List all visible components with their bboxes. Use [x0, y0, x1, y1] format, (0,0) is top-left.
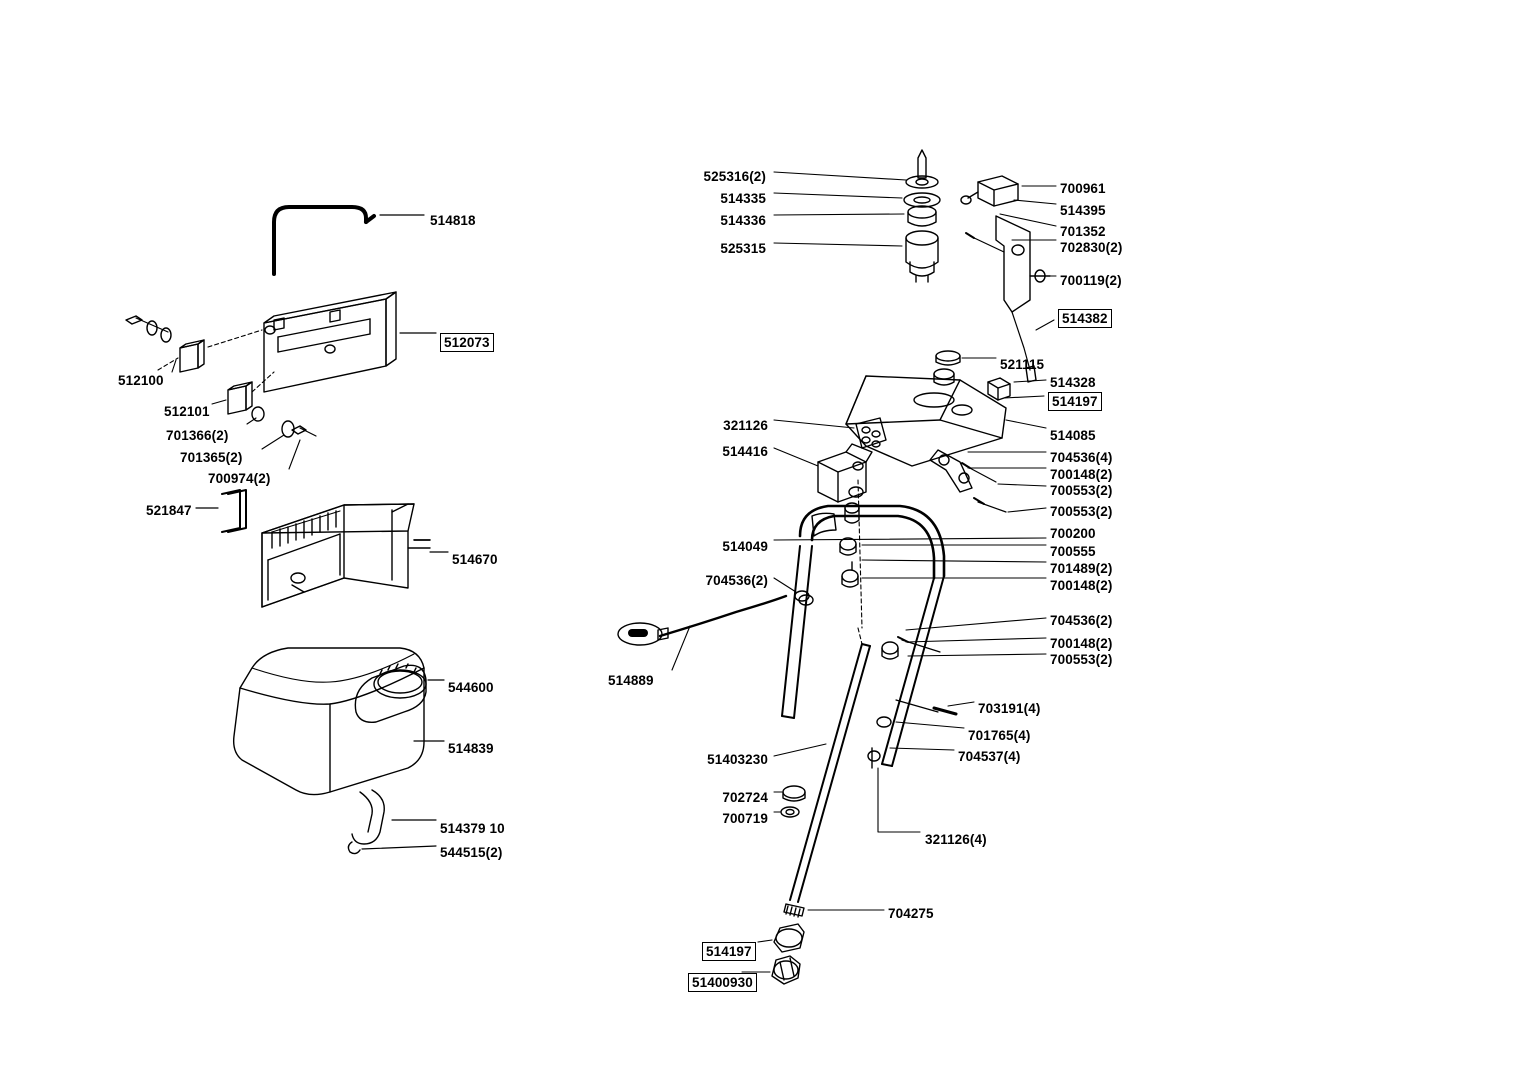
- part-label-7017654: 701765(4): [968, 728, 1031, 743]
- part-label-544600: 544600: [448, 680, 494, 695]
- part-label-514197: 514197: [1048, 392, 1102, 411]
- part-label-704275: 704275: [888, 906, 934, 921]
- part-label-514839: 514839: [448, 741, 494, 756]
- part-label-700555: 700555: [1050, 544, 1096, 559]
- part-label-521847: 521847: [146, 503, 192, 518]
- part-label-512073: 512073: [440, 333, 494, 352]
- part-label-7001482: 700148(2): [1050, 636, 1113, 651]
- part-label-514085: 514085: [1050, 428, 1096, 443]
- part-label-514335: 514335: [720, 191, 766, 206]
- part-label-7013662: 701366(2): [166, 428, 229, 443]
- part-label-514049: 514049: [722, 539, 768, 554]
- part-label-514197: 514197: [702, 942, 756, 961]
- part-label-514818: 514818: [430, 213, 476, 228]
- part-label-7009742: 700974(2): [208, 471, 271, 486]
- part-label-7005532: 700553(2): [1050, 652, 1113, 667]
- part-label-514670: 514670: [452, 552, 498, 567]
- part-label-514328: 514328: [1050, 375, 1096, 390]
- part-label-7005532: 700553(2): [1050, 504, 1113, 519]
- part-label-700961: 700961: [1060, 181, 1106, 196]
- part-label-7001482: 700148(2): [1050, 578, 1113, 593]
- part-label-7045362: 704536(2): [705, 573, 768, 588]
- part-label-700200: 700200: [1050, 526, 1096, 541]
- part-label-512100: 512100: [118, 373, 164, 388]
- part-label-7001192: 700119(2): [1060, 273, 1122, 288]
- part-label-7028302: 702830(2): [1060, 240, 1123, 255]
- part-label-7005532: 700553(2): [1050, 483, 1113, 498]
- part-label-7014892: 701489(2): [1050, 561, 1113, 576]
- part-label-514382: 514382: [1058, 309, 1112, 328]
- part-label-5253162: 525316(2): [703, 169, 766, 184]
- part-label-514336: 514336: [720, 213, 766, 228]
- part-label-521115: 521115: [1000, 357, 1045, 372]
- part-label-7045362: 704536(2): [1050, 613, 1113, 628]
- part-label-5445152: 544515(2): [440, 845, 503, 860]
- part-label-51437910: 514379 10: [440, 821, 505, 836]
- part-label-51403230: 51403230: [707, 752, 768, 767]
- part-label-7045364: 704536(4): [1050, 450, 1113, 465]
- part-label-7001482: 700148(2): [1050, 467, 1113, 482]
- part-label-514416: 514416: [722, 444, 768, 459]
- part-label-702724: 702724: [722, 790, 768, 805]
- part-label-512101: 512101: [164, 404, 210, 419]
- part-label-700719: 700719: [722, 811, 768, 826]
- part-label-514395: 514395: [1060, 203, 1106, 218]
- part-label-525315: 525315: [720, 241, 766, 256]
- part-label-51400930: 51400930: [688, 973, 757, 992]
- part-label-7013652: 701365(2): [180, 450, 243, 465]
- part-label-321126: 321126: [723, 418, 768, 433]
- part-label-7031914: 703191(4): [978, 701, 1041, 716]
- part-label-7045374: 704537(4): [958, 749, 1021, 764]
- part-label-514889: 514889: [608, 673, 654, 688]
- part-label-3211264: 321126(4): [925, 832, 987, 847]
- part-label-701352: 701352: [1060, 224, 1106, 239]
